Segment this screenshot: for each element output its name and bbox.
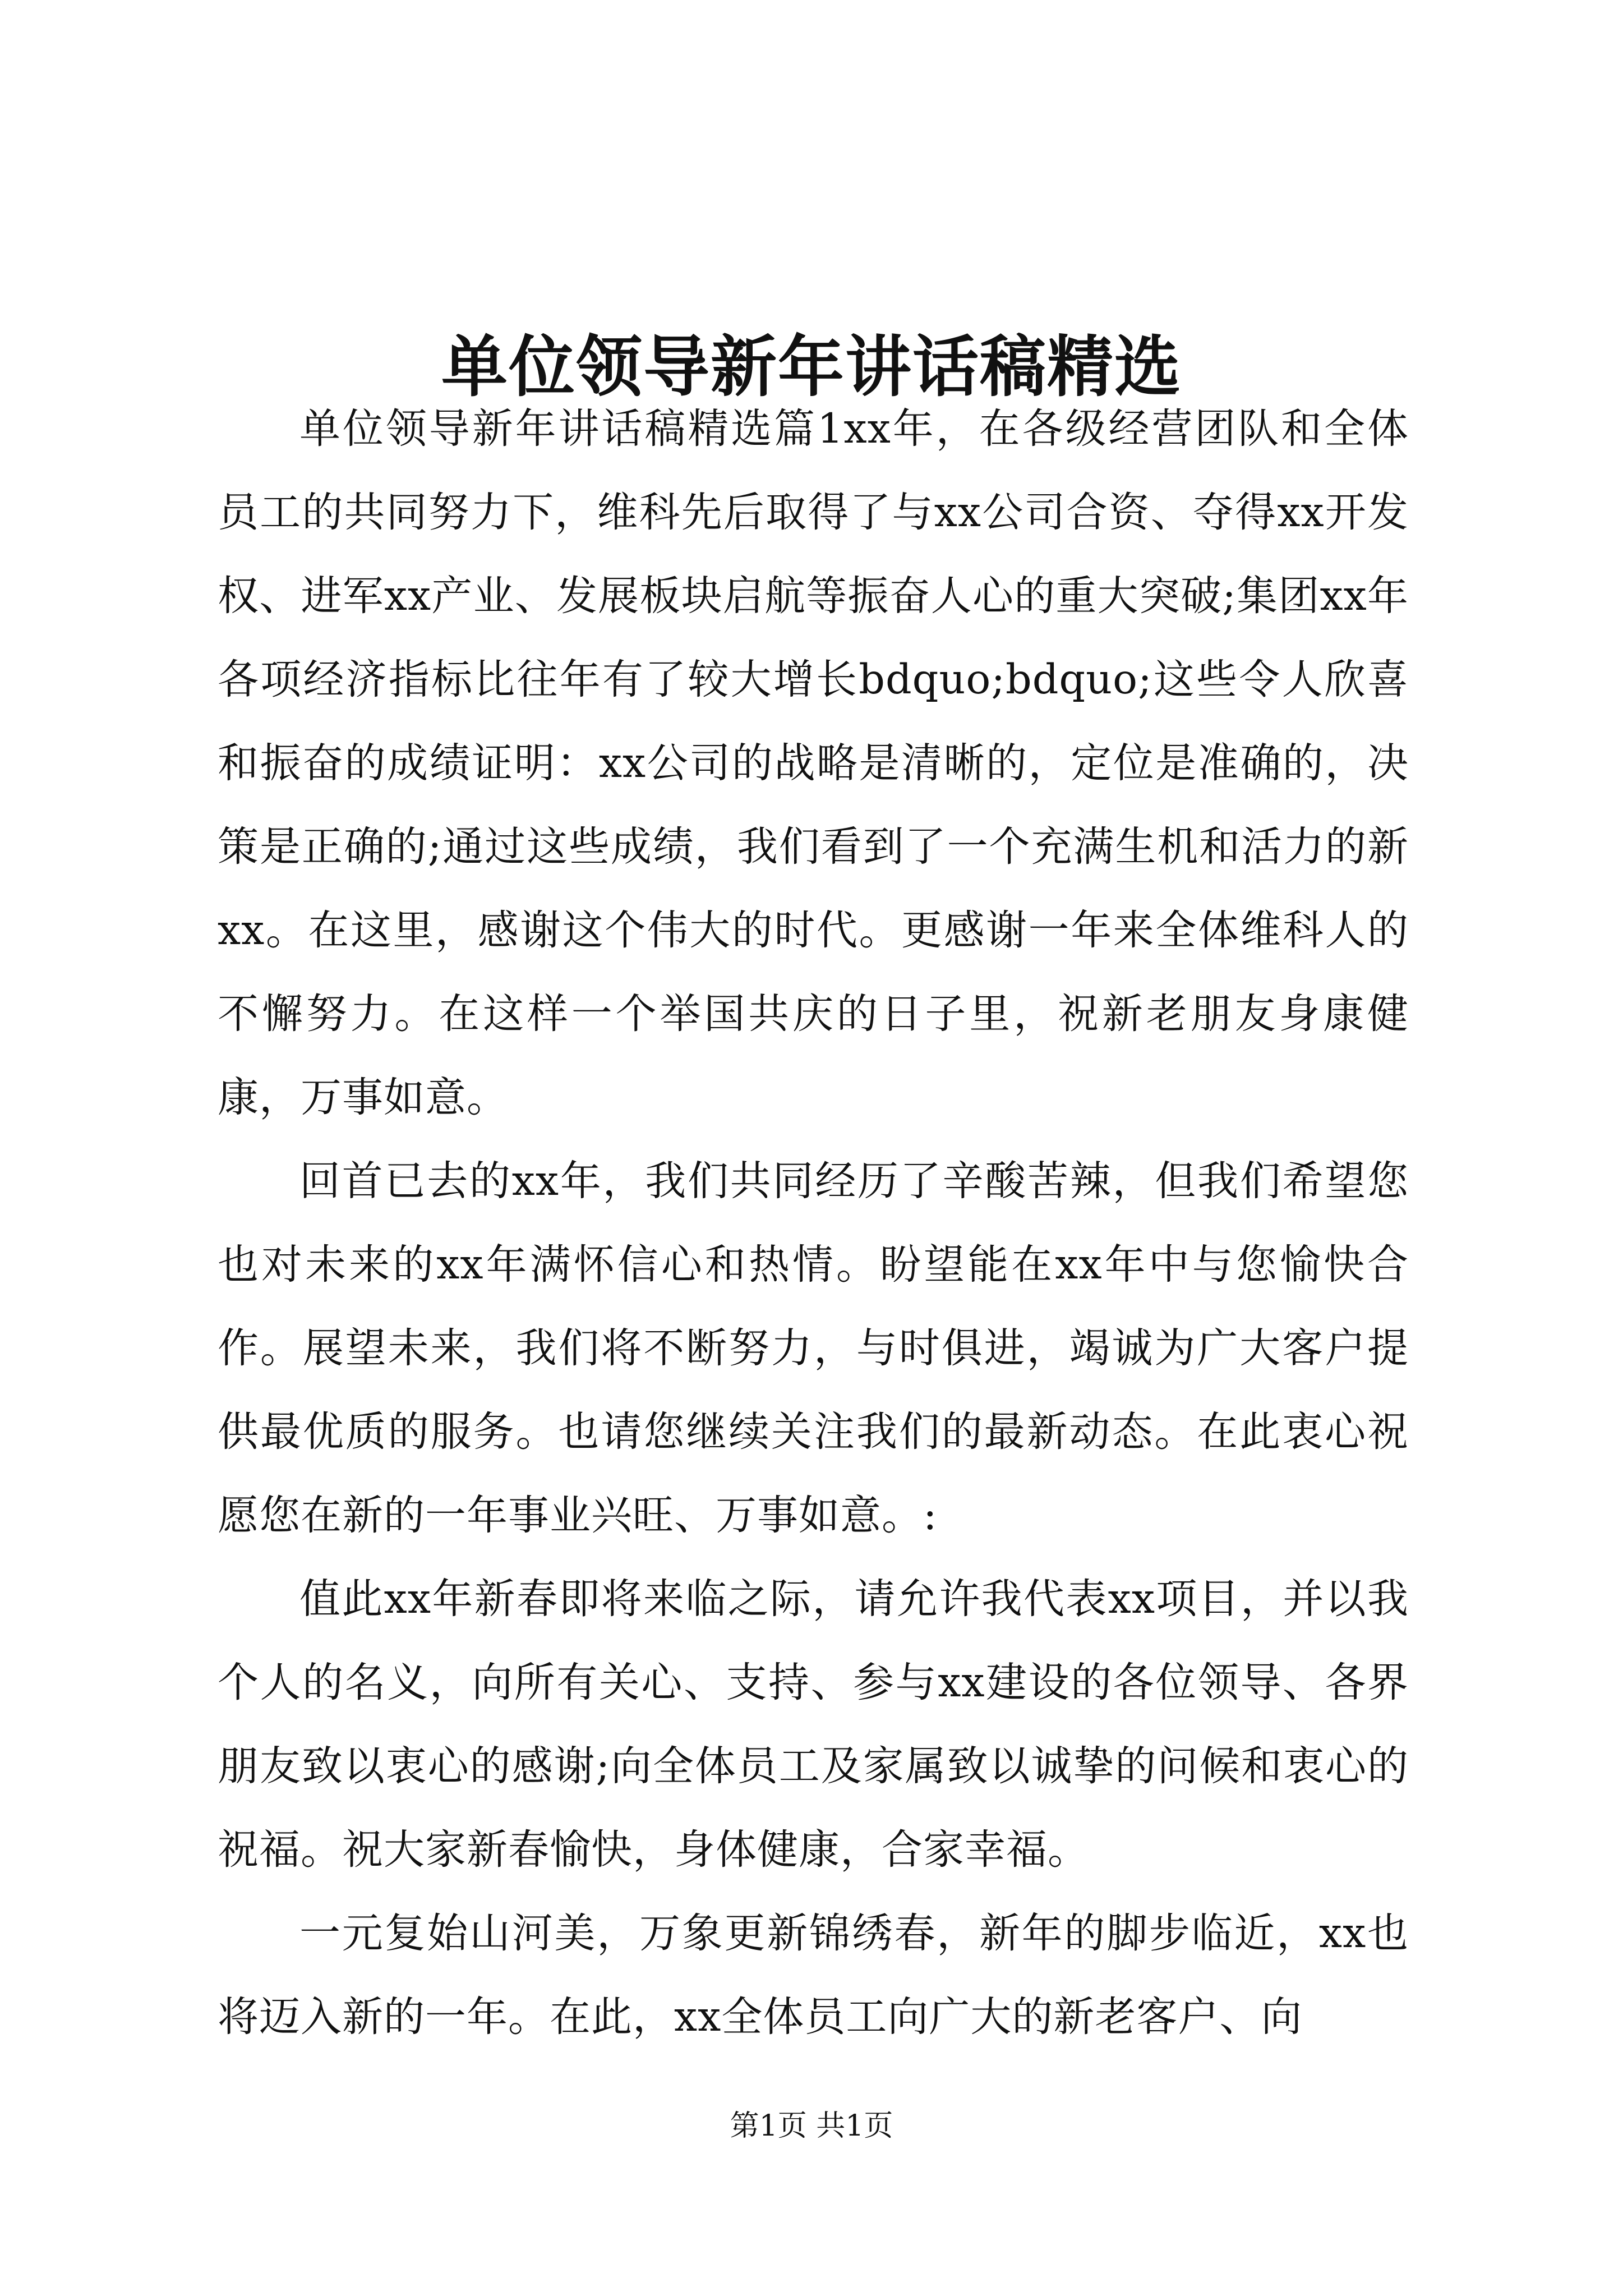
page-footer: 第1页 共1页 (730, 2109, 893, 2143)
paragraph-2: 回首已去的xx年，我们共同经历了辛酸苦辣，但我们希望您也对未来的xx年满怀信心和热情。盼望能在xx年中与您愉快合作。展望未来，我们将不断努力，与时俱进，竭诚为广大客户提供最优质的服务。也请您继续关注我们的最新动态。在此衷心祝愿您在新的一年事业兴旺、万事如意。: (218, 1157, 1409, 1539)
document-body (218, 387, 1409, 2059)
paragraph-3: 值此xx年新春即将来临之际，请允许我代表xx项目，并以我个人的名义，向所有关心、支持、参与xx建设的各位领导、各界朋友致以衷心的感谢;向全体员工及家属致以诚挚的问候和衷心的祝福。祝大家新春愉快，身体健康，合家幸福。 (218, 1575, 1409, 1874)
paragraph-1: 单位领导新年讲话稿精选篇1xx年，在各级经营团队和全体员工的共同努力下，维科先后取得了与xx公司合资、夺得xx开发权、进军xx产业、发展板块启航等振奋人心的重大突破;集团xx年各项经济指标比往年有了较大增长bdquo;bdquo;这些令人欣喜和振奋的成绩证明：xx公司的战略是清晰的，定位是准确的，决策是正确的;通过这些成绩，我们看到了一个充满生机和活力的新xx。在这里，感谢这个伟大的时代。更感谢一年来全体维科人的不懈努力。在这样一个举国共庆的日子里，祝新老朋友身康健康，万事如意。 (218, 405, 1409, 1121)
paragraph-4: 一元复始山河美，万象更新锦绣春，新年的脚步临近，xx也将迈入新的一年。在此，xx全体员工向广大的新老客户、向 (218, 1910, 1409, 2041)
document-title: 单位领导新年讲话稿精选 (441, 328, 1182, 406)
